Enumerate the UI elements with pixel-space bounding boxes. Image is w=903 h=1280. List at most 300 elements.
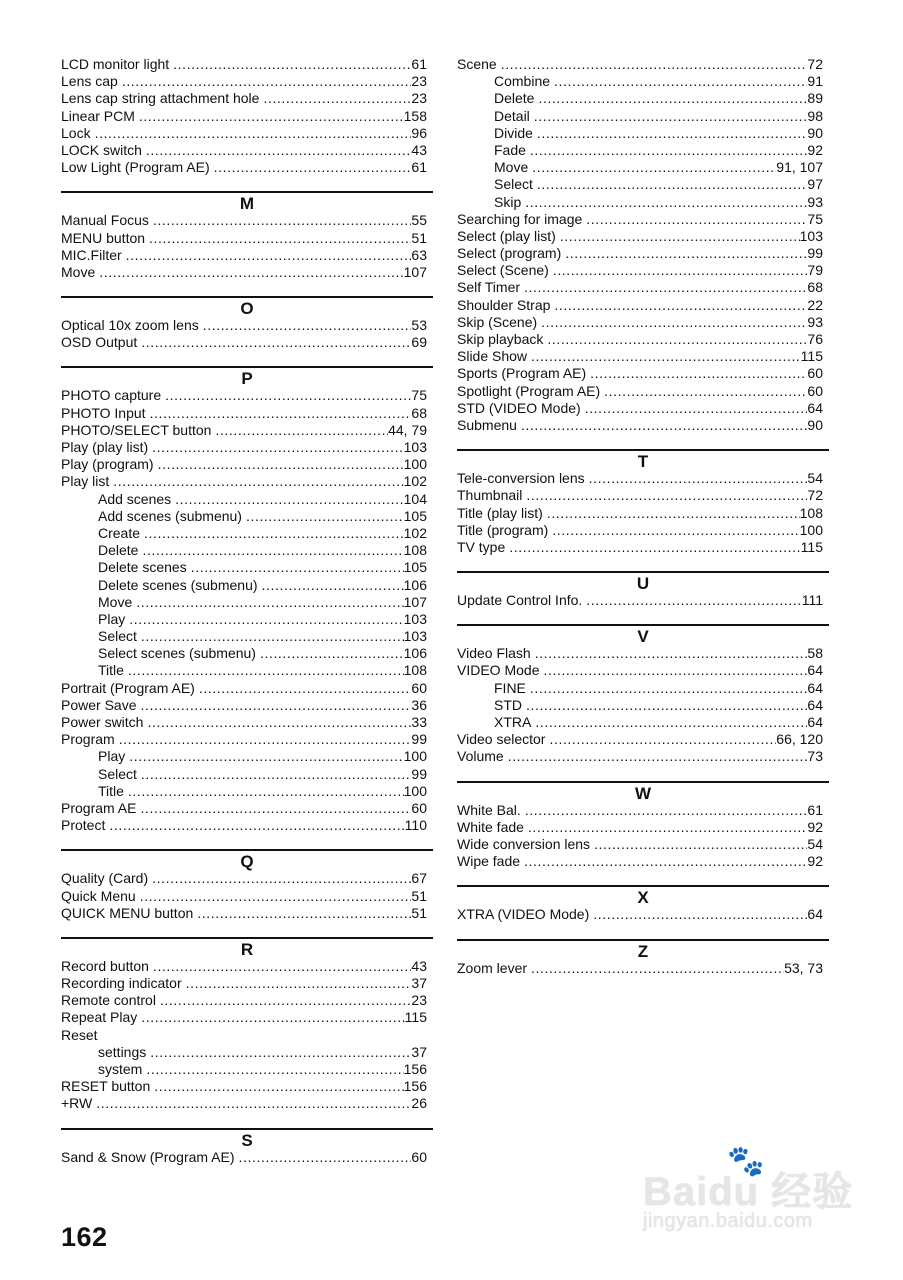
section-letter-heading: X xyxy=(457,885,829,906)
entry-term: Play (program) xyxy=(61,456,154,473)
entry-page-ref: 64 xyxy=(807,679,823,696)
dot-leader xyxy=(165,387,411,404)
entry-page-ref: 72 xyxy=(807,487,823,504)
index-entry xyxy=(457,400,823,417)
index-entry xyxy=(61,714,427,731)
entry-page-ref: 108 xyxy=(403,542,427,559)
index-entry xyxy=(457,211,823,228)
dot-leader xyxy=(147,714,411,731)
entry-page-ref: 115 xyxy=(404,1009,427,1026)
dot-leader xyxy=(150,1044,411,1061)
entry-page-ref: 37 xyxy=(411,1043,427,1060)
index-entry xyxy=(61,958,427,975)
dot-leader xyxy=(122,73,412,90)
index-entry xyxy=(61,1009,427,1026)
index-entry xyxy=(61,159,427,176)
dot-leader xyxy=(524,279,807,296)
entry-term: Power Save xyxy=(61,696,137,713)
dot-leader xyxy=(140,800,411,817)
dot-leader xyxy=(109,817,404,834)
entry-page-ref: 68 xyxy=(807,279,823,296)
entry-page-ref: 54 xyxy=(807,470,823,487)
dot-leader xyxy=(547,505,800,522)
dot-leader xyxy=(99,264,403,281)
entry-term: Move xyxy=(98,593,133,610)
index-entry xyxy=(457,331,823,348)
entry-term: Select (program) xyxy=(457,245,562,262)
entry-page-ref: 61 xyxy=(807,801,823,818)
entry-page-ref: 100 xyxy=(403,748,427,765)
entry-page-ref: 58 xyxy=(807,645,823,662)
dot-leader xyxy=(554,297,807,314)
dot-leader xyxy=(149,230,411,247)
entry-page-ref: 115 xyxy=(800,348,823,365)
entry-page-ref: 69 xyxy=(411,334,427,351)
index-entry xyxy=(61,212,427,229)
entry-term: Lock xyxy=(61,124,91,141)
index-entry xyxy=(61,422,427,439)
index-entry xyxy=(457,348,823,365)
index-entry xyxy=(457,819,823,836)
dot-leader xyxy=(590,365,807,382)
entry-page-ref: 64 xyxy=(807,662,823,679)
entry-page-ref: 110 xyxy=(404,817,427,834)
entry-page-ref: 102 xyxy=(403,473,427,490)
index-entry xyxy=(61,405,427,422)
entry-term: White Bal. xyxy=(457,801,521,818)
index-entry xyxy=(457,592,823,609)
entry-page-ref: 60 xyxy=(411,1148,427,1165)
dot-leader xyxy=(119,731,412,748)
entry-term: OSD Output xyxy=(61,334,138,351)
entry-page-ref: 51 xyxy=(411,904,427,921)
index-entry xyxy=(457,56,823,73)
dot-leader xyxy=(528,819,807,836)
index-entry xyxy=(457,836,823,853)
dot-leader xyxy=(146,1061,403,1078)
entry-term: XTRA xyxy=(494,714,532,730)
entry-term: Create xyxy=(98,524,141,541)
dot-leader xyxy=(553,262,808,279)
index-subentry xyxy=(61,628,427,645)
index-entry xyxy=(457,279,823,296)
index-subentry xyxy=(61,783,427,800)
entry-term: Move xyxy=(494,159,529,176)
section-letter-heading: M xyxy=(61,191,433,212)
dot-leader xyxy=(593,906,807,923)
entry-page-ref: 53, 73 xyxy=(784,959,823,976)
index-entry xyxy=(61,90,427,107)
entry-page-ref: 22 xyxy=(807,296,823,313)
dot-leader xyxy=(140,888,412,905)
dot-leader xyxy=(530,680,808,697)
index-entry xyxy=(457,262,823,279)
dot-leader xyxy=(509,539,800,556)
dot-leader xyxy=(532,159,776,176)
entry-term: LOCK switch xyxy=(61,141,142,158)
entry-page-ref: 37 xyxy=(411,975,427,992)
dot-leader xyxy=(139,108,404,125)
section-letter-heading: O xyxy=(61,296,433,317)
index-column-right xyxy=(457,56,829,977)
index-subentry xyxy=(61,1044,427,1061)
dot-leader xyxy=(160,992,411,1009)
index-entry xyxy=(61,439,427,456)
section-letter-heading: W xyxy=(457,781,829,802)
index-subentry xyxy=(61,525,427,542)
index-section-u xyxy=(457,571,829,609)
index-entry xyxy=(457,645,823,662)
dot-leader xyxy=(129,748,403,765)
entry-page-ref: 96 xyxy=(411,124,427,141)
entry-term: PHOTO capture xyxy=(61,387,162,404)
dot-leader xyxy=(128,783,404,800)
dot-leader xyxy=(525,194,807,211)
index-section-z xyxy=(457,939,829,977)
index-entry xyxy=(61,108,427,125)
entry-page-ref: 23 xyxy=(411,992,427,1009)
dot-leader xyxy=(141,766,412,783)
entry-page-ref: 103 xyxy=(403,610,427,627)
index-entry xyxy=(61,905,427,922)
dot-leader xyxy=(586,211,807,228)
entry-page-ref: 60 xyxy=(807,365,823,382)
entry-term: Self Timer xyxy=(457,279,521,296)
dot-leader xyxy=(113,473,403,490)
index-subentry xyxy=(61,766,427,783)
dot-leader xyxy=(214,159,412,176)
page-number: 162 xyxy=(61,1222,108,1252)
entry-term: Title (program) xyxy=(457,521,549,538)
index-entry xyxy=(457,245,823,262)
entry-term: Delete xyxy=(494,90,535,107)
entry-term: Video selector xyxy=(457,731,546,748)
index-entry xyxy=(61,1027,427,1044)
index-entry xyxy=(61,1149,427,1166)
entry-term: Quality (Card) xyxy=(61,870,149,887)
dot-leader xyxy=(538,90,807,107)
entry-term: QUICK MENU button xyxy=(61,904,194,921)
entry-term: Fade xyxy=(494,141,526,158)
dot-leader xyxy=(534,108,808,125)
entry-term: Video Flash xyxy=(457,645,531,662)
index-subentry xyxy=(457,194,823,211)
dot-leader xyxy=(153,212,411,229)
entry-term: RESET button xyxy=(61,1078,151,1095)
entry-term: Recording indicator xyxy=(61,975,182,992)
entry-page-ref: 103 xyxy=(403,628,427,645)
entry-page-ref: 63 xyxy=(411,246,427,263)
entry-term: Select (Scene) xyxy=(457,262,549,279)
dot-leader xyxy=(549,731,776,748)
dot-leader xyxy=(525,802,808,819)
section-letter-heading: R xyxy=(61,937,433,958)
entry-term: Manual Focus xyxy=(61,212,149,229)
index-section-r xyxy=(61,937,433,1113)
entry-term: Detail xyxy=(494,107,530,124)
entry-term: Select xyxy=(98,628,137,645)
watermark-url: jingyan.baidu.com xyxy=(643,1210,813,1232)
entry-term: Zoom lever xyxy=(457,959,528,976)
entry-term: Title xyxy=(98,662,124,679)
dot-leader xyxy=(175,491,403,508)
dot-leader xyxy=(246,508,404,525)
dot-leader xyxy=(142,542,403,559)
dot-leader xyxy=(150,405,412,422)
entry-term: Low Light (Program AE) xyxy=(61,159,210,176)
entry-term: Program xyxy=(61,731,115,748)
index-entry xyxy=(457,297,823,314)
entry-term: Play (play list) xyxy=(61,439,149,455)
entry-page-ref: 91 xyxy=(807,73,823,90)
dot-leader xyxy=(547,331,807,348)
index-subentry xyxy=(457,714,823,731)
index-entry xyxy=(61,73,427,90)
entry-term: Delete scenes xyxy=(98,559,187,576)
index-entry xyxy=(61,800,427,817)
entry-term: Combine xyxy=(494,73,551,90)
index-section-x xyxy=(457,885,829,923)
dot-leader xyxy=(186,975,412,992)
entry-page-ref: 108 xyxy=(799,504,823,521)
entry-term: Select xyxy=(494,176,533,193)
entry-page-ref: 53 xyxy=(411,317,427,334)
index-entry xyxy=(457,505,823,522)
section-letter-heading: V xyxy=(457,624,829,645)
entry-page-ref: 98 xyxy=(807,107,823,124)
dot-leader xyxy=(215,422,388,439)
entry-page-ref: 92 xyxy=(807,853,823,870)
entry-term: Select (play list) xyxy=(457,227,556,244)
entry-page-ref: 36 xyxy=(411,696,427,713)
entry-page-ref: 93 xyxy=(807,313,823,330)
dot-leader xyxy=(263,90,411,107)
index-entry xyxy=(457,748,823,765)
entry-term: Skip playback xyxy=(457,331,544,347)
entry-term: Title (play list) xyxy=(457,504,543,521)
index-subentry xyxy=(457,680,823,697)
entry-page-ref: 72 xyxy=(807,56,823,72)
index-entry xyxy=(457,365,823,382)
entry-term: PHOTO Input xyxy=(61,404,146,421)
index-entry xyxy=(61,731,427,748)
section-letter-heading: P xyxy=(61,366,433,387)
entry-page-ref: 111 xyxy=(801,592,823,609)
index-section-w xyxy=(457,781,829,871)
index-entry xyxy=(457,417,823,434)
entry-term: Play xyxy=(98,748,126,765)
entry-page-ref: 90 xyxy=(807,124,823,141)
dot-leader xyxy=(541,314,807,331)
dot-leader xyxy=(96,1095,411,1112)
dot-leader xyxy=(152,870,411,887)
entry-page-ref: 64 xyxy=(807,714,823,730)
entry-page-ref: 60 xyxy=(411,799,427,816)
entry-term: Lens cap xyxy=(61,73,118,90)
entry-term: Wide conversion lens xyxy=(457,835,591,852)
index-entry xyxy=(61,975,427,992)
index-entry xyxy=(61,264,427,281)
index-subentry xyxy=(61,508,427,525)
index-entry xyxy=(457,802,823,819)
entry-page-ref: 100 xyxy=(403,456,427,473)
dot-leader xyxy=(531,960,784,977)
entry-term: Play list xyxy=(61,473,110,490)
dot-leader xyxy=(141,1009,404,1026)
index-section-t xyxy=(457,449,829,556)
dot-leader xyxy=(152,439,404,456)
index-subentry xyxy=(61,577,427,594)
index-section-q xyxy=(61,849,433,922)
entry-term: Repeat Play xyxy=(61,1009,138,1026)
dot-leader xyxy=(199,680,412,697)
index-subentry xyxy=(61,611,427,628)
entry-page-ref: 97 xyxy=(807,176,823,193)
index-section-v xyxy=(457,624,829,765)
entry-page-ref: 51 xyxy=(411,229,427,246)
index-entry xyxy=(61,1095,427,1112)
entry-term: Reset xyxy=(61,1026,98,1043)
entry-term: Linear PCM xyxy=(61,107,135,124)
entry-page-ref: 79 xyxy=(807,262,823,279)
entry-page-ref: 92 xyxy=(807,141,823,158)
entry-page-ref: 99 xyxy=(807,245,823,262)
entry-page-ref: 61 xyxy=(411,159,427,176)
index-subentry xyxy=(457,108,823,125)
entry-term: Remote control xyxy=(61,992,156,1009)
entry-page-ref: 106 xyxy=(403,576,427,593)
entry-term: Wipe fade xyxy=(457,853,521,870)
index-subentry xyxy=(61,645,427,662)
index-entry xyxy=(457,731,823,748)
entry-page-ref: 60 xyxy=(411,679,427,696)
index-entry xyxy=(61,697,427,714)
entry-page-ref: 75 xyxy=(807,210,823,227)
index-section-s xyxy=(457,56,829,434)
index-section-l xyxy=(61,56,433,176)
entry-page-ref: 64 xyxy=(807,696,823,713)
entry-page-ref: 73 xyxy=(807,748,823,765)
entry-term: Tele-conversion lens xyxy=(457,470,585,487)
index-entry xyxy=(61,1078,427,1095)
index-entry xyxy=(61,473,427,490)
entry-term: Quick Menu xyxy=(61,887,136,904)
dot-leader xyxy=(141,334,411,351)
index-entry xyxy=(457,228,823,245)
entry-term: VIDEO Mode xyxy=(457,662,540,679)
index-entry xyxy=(61,317,427,334)
index-entry xyxy=(457,662,823,679)
index-entry xyxy=(61,817,427,834)
entry-page-ref: 91, 107 xyxy=(776,159,823,176)
entry-term: STD (VIDEO Mode) xyxy=(457,399,581,416)
entry-page-ref: 66, 120 xyxy=(776,731,823,748)
entry-term: Spotlight (Program AE) xyxy=(457,382,601,399)
dot-leader xyxy=(173,56,411,73)
entry-page-ref: 100 xyxy=(403,782,427,799)
entry-term: Skip (Scene) xyxy=(457,313,538,330)
index-section-m xyxy=(61,191,433,281)
dot-leader xyxy=(129,611,403,628)
index-column-left xyxy=(61,56,433,1166)
index-entry xyxy=(457,853,823,870)
index-subentry xyxy=(457,73,823,90)
entry-term: Searching for image xyxy=(457,210,583,227)
entry-page-ref: 104 xyxy=(403,490,427,507)
entry-term: MIC.Filter xyxy=(61,246,122,263)
entry-page-ref: 103 xyxy=(403,439,427,455)
entry-page-ref: 93 xyxy=(807,193,823,210)
index-section-s xyxy=(61,1128,433,1166)
dot-leader xyxy=(260,645,404,662)
entry-page-ref: 156 xyxy=(403,1078,427,1095)
entry-term: Submenu xyxy=(457,416,517,433)
index-entry xyxy=(457,522,823,539)
index-subentry xyxy=(61,542,427,559)
dot-leader xyxy=(535,645,808,662)
index-entry xyxy=(61,888,427,905)
entry-page-ref: 55 xyxy=(411,212,427,229)
section-letter-heading: Q xyxy=(61,849,433,870)
dot-leader xyxy=(262,577,404,594)
entry-term: XTRA (VIDEO Mode) xyxy=(457,906,590,923)
dot-leader xyxy=(589,470,808,487)
section-letter-heading: S xyxy=(61,1128,433,1149)
entry-page-ref: 44, 79 xyxy=(388,421,427,438)
entry-term: Add scenes (submenu) xyxy=(98,507,242,524)
entry-page-ref: 107 xyxy=(403,263,427,280)
entry-page-ref: 64 xyxy=(807,399,823,416)
entry-page-ref: 102 xyxy=(403,524,427,541)
index-subentry xyxy=(61,1061,427,1078)
index-entry xyxy=(61,142,427,159)
entry-page-ref: 103 xyxy=(799,227,823,244)
entry-term: Program AE xyxy=(61,799,137,816)
watermark-brand: Baidu 经验 xyxy=(643,1170,854,1214)
entry-page-ref: 108 xyxy=(403,662,427,679)
dot-leader xyxy=(586,592,801,609)
entry-term: Power switch xyxy=(61,714,144,730)
index-subentry xyxy=(457,159,823,176)
entry-page-ref: 90 xyxy=(807,416,823,433)
index-entry xyxy=(457,960,823,977)
entry-term: Portrait (Program AE) xyxy=(61,679,195,696)
index-subentry xyxy=(457,142,823,159)
entry-term: Play xyxy=(98,610,126,627)
index-subentry xyxy=(457,697,823,714)
entry-page-ref: 67 xyxy=(411,870,427,887)
index-entry xyxy=(457,487,823,504)
dot-leader xyxy=(197,905,411,922)
index-entry xyxy=(61,125,427,142)
dot-leader xyxy=(191,559,404,576)
entry-term: STD xyxy=(494,696,522,713)
entry-page-ref: 100 xyxy=(799,521,823,538)
index-section-p xyxy=(61,366,433,834)
dot-leader xyxy=(153,958,411,975)
index-entry xyxy=(61,870,427,887)
paw-icon: 🐾 xyxy=(727,1145,765,1178)
index-entry xyxy=(61,456,427,473)
entry-page-ref: 99 xyxy=(411,731,427,748)
entry-page-ref: 107 xyxy=(403,593,427,610)
entry-page-ref: 115 xyxy=(800,538,823,555)
index-subentry xyxy=(61,559,427,576)
entry-term: Add scenes xyxy=(98,490,172,507)
dot-leader xyxy=(537,176,808,193)
entry-page-ref: 23 xyxy=(411,90,427,107)
dot-leader xyxy=(140,697,411,714)
